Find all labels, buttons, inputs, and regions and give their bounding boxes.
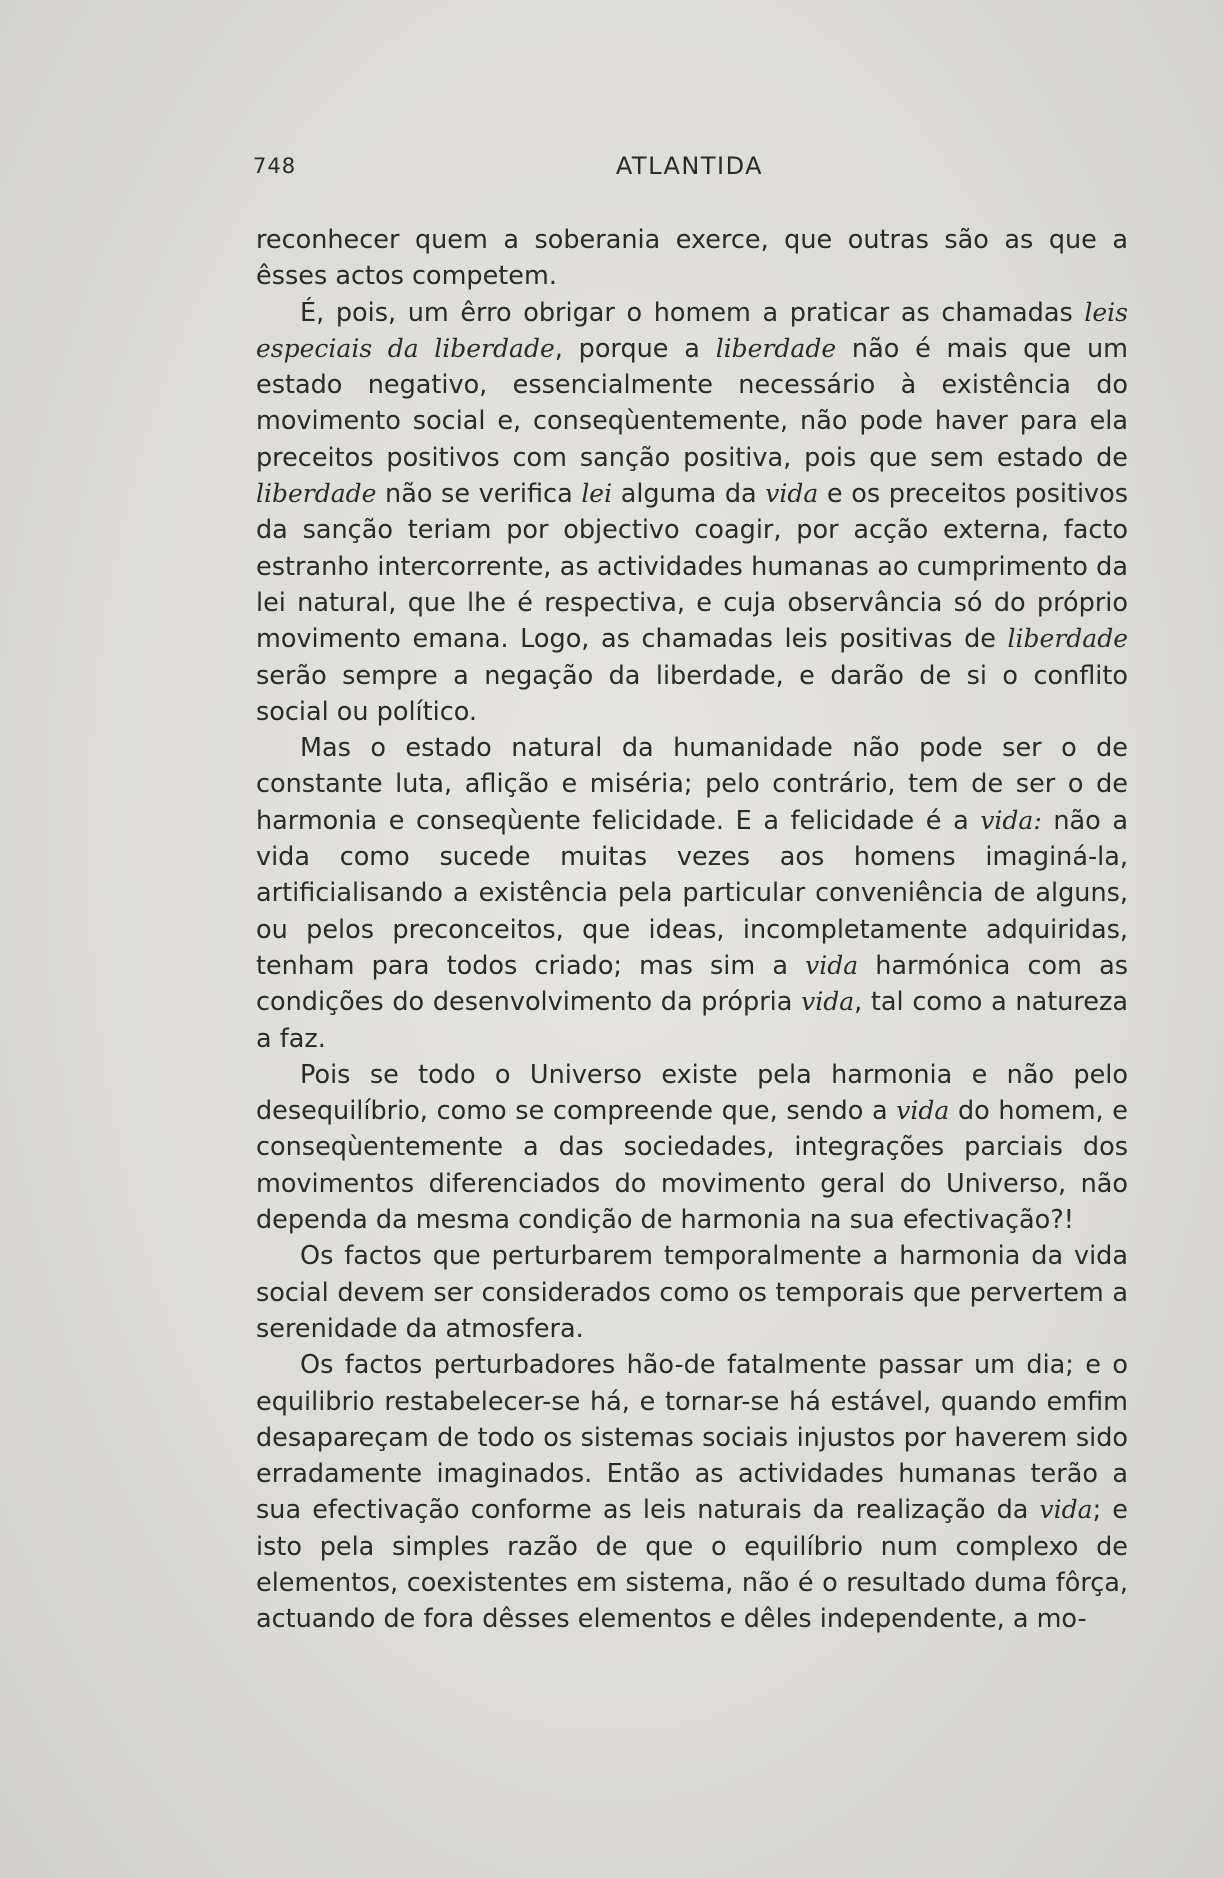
paragraph <box>256 295 1128 731</box>
paragraph <box>256 222 1128 295</box>
text-run: Mas o estado natural da humanidade não pode ser o de constante luta, aflição e miséria; pelo contrário, tem de ser o de harmonia e conseqùente felicidade. E a felicidade é a <box>256 733 1128 836</box>
text-run: ; e isto pela simples razão de que o equilíbrio num complexo de elementos, coexistentes em sistema, não é o resultado duma fôrça, actuando de fora dêsses elementos e dêles independente, a mo- <box>256 1495 1128 1635</box>
paragraph <box>256 730 1128 1057</box>
italic-text: vida <box>896 1096 950 1126</box>
text-run: Os factos perturbadores hão-de fatalmente passar um dia; e o equilibrio restabelecer-se há, e tornar-se há estável, quando emfim desapareçam de todo os sistemas sociais injustos por haverem sido erradamente imaginados. Então as actividades humanas terão a sua efectivação conforme as leis naturais da realização da <box>256 1350 1128 1526</box>
page-number: 748 <box>253 154 297 178</box>
paragraph <box>256 1238 1128 1347</box>
text-run: , tal como a natureza a faz. <box>256 987 1128 1054</box>
text-run: É, pois, um êrro obrigar o homem a praticar as chamadas <box>300 297 1085 328</box>
text-run: , porque a <box>554 333 716 364</box>
text-run: alguma da <box>612 479 766 510</box>
running-head <box>253 150 1126 190</box>
body-text <box>256 222 1128 1638</box>
text-run: Os factos que perturbarem temporalmente a harmonia da vida social devem ser considerados como os temporais que pervertem a serenidade da atmosfera. <box>256 1241 1128 1344</box>
text-run: harmónica com as condições do desenvolvimento da própria <box>256 950 1128 1018</box>
paragraph <box>256 1057 1128 1238</box>
italic-text: leis especiais da liberdade <box>256 297 1128 363</box>
italic-text: vida <box>801 987 855 1017</box>
text-run: Pois se todo o Universo existe pela harmonia e não pelo desequilíbrio, como se compreende que, sendo a <box>256 1059 1128 1127</box>
text-run: serão sempre a negação da liberdade, e darão de si o conflito social ou político. <box>256 660 1128 727</box>
paragraph <box>256 1347 1128 1637</box>
italic-text: vida: <box>980 805 1042 835</box>
italic-text: lei <box>581 479 613 509</box>
italic-text: liberdade <box>715 333 837 363</box>
text-run: do homem, e conseqùentemente a das sociedades, integrações parciais dos movimentos diferenciados do movimento geral do Universo, não dependa da mesma condição de harmonia na sua efectivação?! <box>256 1096 1128 1236</box>
text-run: não a vida como sucede muitas vezes aos homens imaginá-la, artificialisando a existência pela particular conveniência de alguns, ou pelos preconceitos, que ideas, incompletamente adquiridas, tenham para todos criado; mas sim a <box>256 805 1128 981</box>
text-run: não se verifica <box>376 479 582 510</box>
italic-text: liberdade <box>1007 624 1128 654</box>
text-run: reconhecer quem a soberania exerce, que outras são as que a êsses actos competem. <box>256 225 1128 292</box>
journal-title: ATLANTIDA <box>615 152 764 180</box>
italic-text: vida <box>1039 1495 1093 1525</box>
text-run: não é mais que um estado negativo, essencialmente necessário à existência do movimento social e, conseqùentemente, não pode haver para ela preceitos positivos com sanção positiva, pois que sem estado de <box>256 333 1128 473</box>
text-run: e os preceitos positivos da sanção teriam por objectivo coagir, por acção externa, facto estranho intercorrente, as actividades humanas ao cumprimento da lei natural, que lhe é respectiva, e cuja observância só do próprio movimento emana. Logo, as chamadas leis positivas de <box>256 479 1129 655</box>
italic-text: vida <box>765 479 819 509</box>
italic-text: liberdade <box>256 479 377 509</box>
italic-text: vida <box>805 950 859 980</box>
